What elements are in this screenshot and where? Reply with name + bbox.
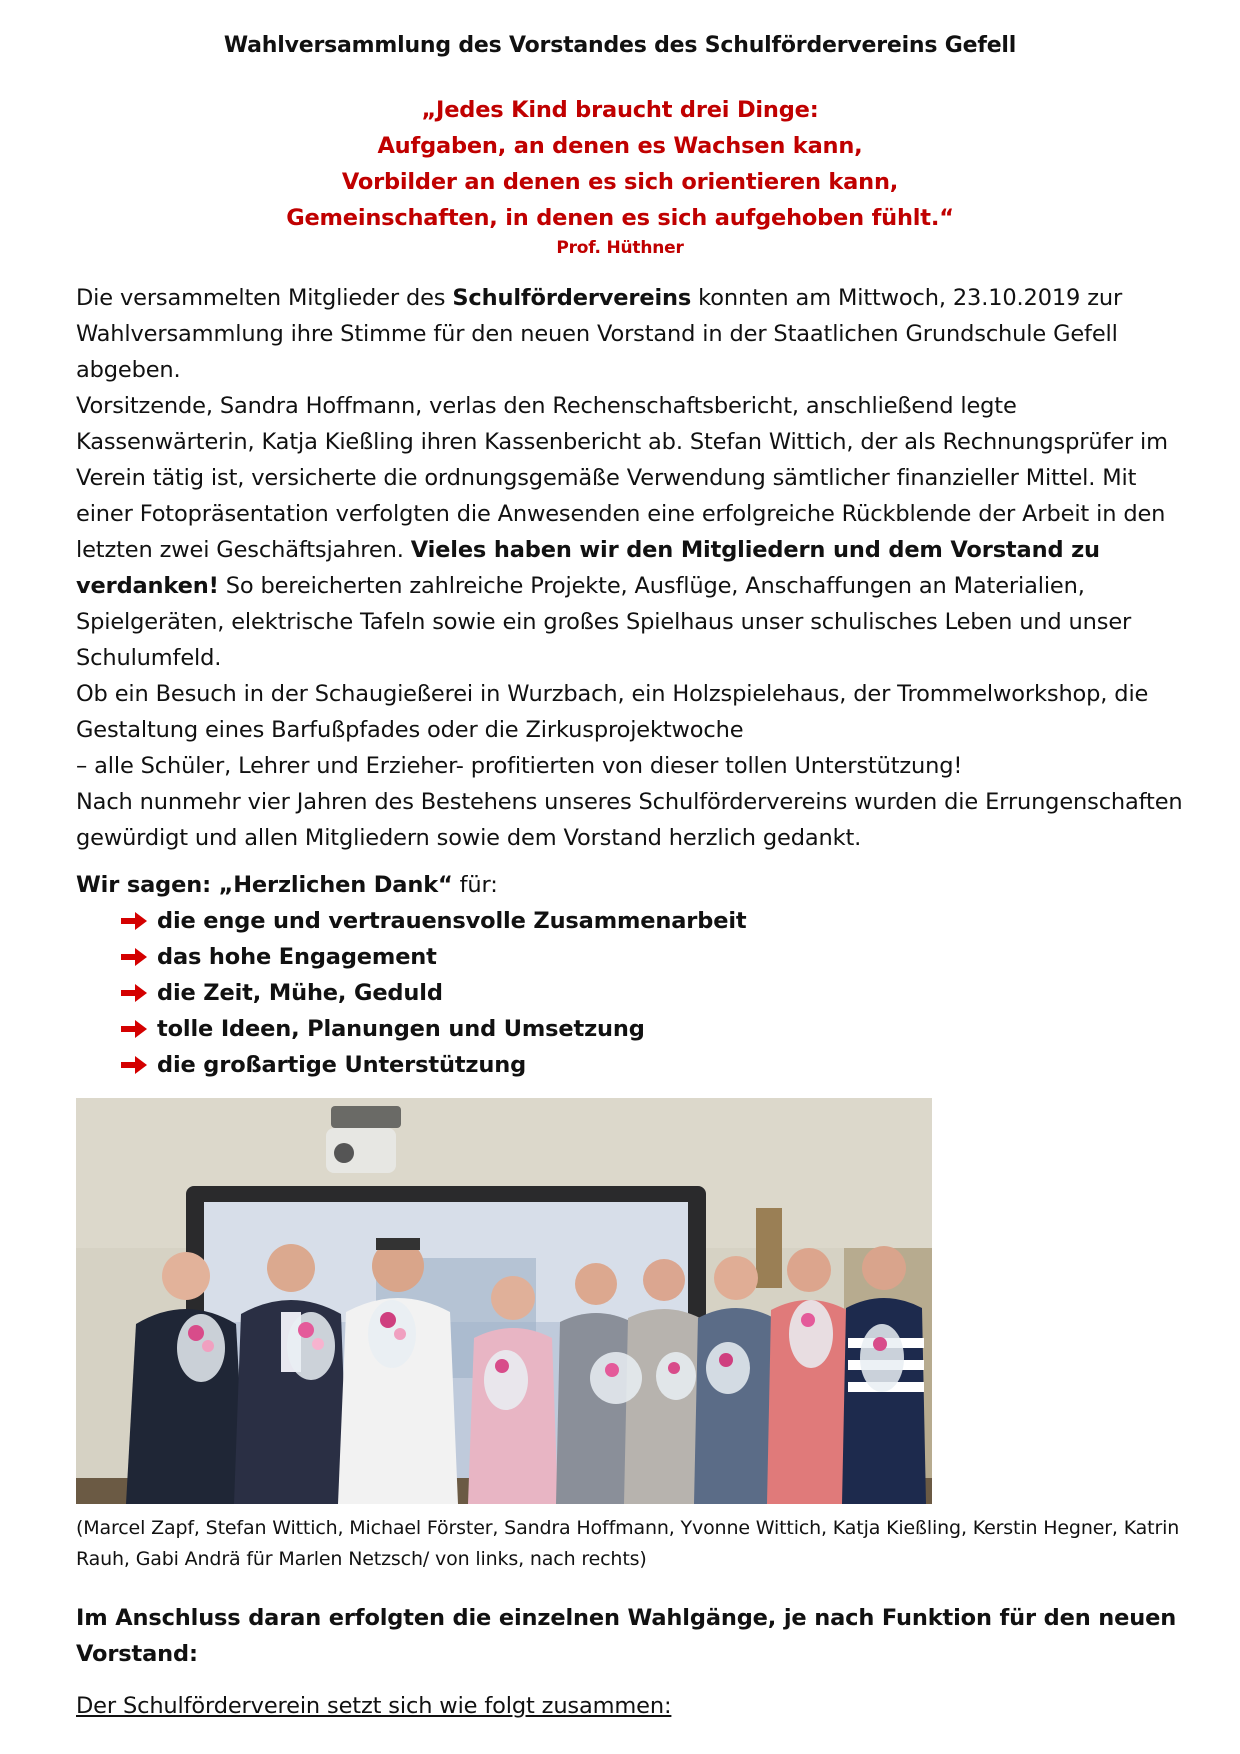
text-run: konnten am Mittwoch, 23.10.2019 zur Wahlversammlung ihre Stimme für den neuen Vorstand in der Staatlichen Grundschule Gefell abgeben. — [76, 285, 1123, 383]
list-item — [119, 1011, 747, 1047]
quote-line: „Jedes Kind braucht drei Dinge: — [421, 97, 819, 123]
thanks-heading — [76, 867, 747, 903]
list-item — [119, 903, 747, 939]
text-run: Ob ein Besuch in der Schaugießerei in Wurzbach, ein Holzspielehaus, der Trommelworkshop, die Gestaltung eines Barfußpfades oder die Zirkusprojektwoche — [76, 681, 1149, 743]
arrow-right-icon — [119, 981, 149, 1005]
text-run-bold: Vieles haben wir den Mitgliedern und dem Vorstand zu verdanken! — [76, 537, 1100, 599]
paragraph-projects — [76, 676, 1186, 784]
quote-line: Gemeinschaften, in denen es sich aufgehoben fühlt.“ — [286, 205, 954, 231]
text-run: – alle Schüler, Lehrer und Erzieher- profitierten von dieser tollen Unterstützung! — [76, 753, 963, 779]
paragraph-closing: Nach nunmehr vier Jahren des Bestehens unseres Schulfördervereins wurden die Errungenschaften gewürdigt und allen Mitgliedern sowie dem Vorstand herzlich gedankt. — [76, 789, 1183, 851]
list-item — [119, 1047, 747, 1083]
list-item-label: die enge und vertrauensvolle Zusammenarbeit — [157, 908, 747, 934]
quote-line: Aufgaben, an denen es Wachsen kann, — [377, 133, 863, 159]
thanks-list — [76, 903, 747, 1083]
group-photo-illustration — [76, 1098, 932, 1504]
text-run: für: — [452, 872, 498, 898]
list-item — [119, 975, 747, 1011]
paragraph-intro — [76, 280, 1186, 388]
list-item-label: die großartige Unterstützung — [157, 1052, 527, 1078]
photo-caption: (Marcel Zapf, Stefan Wittich, Michael Förster, Sandra Hoffmann, Yvonne Wittich, Katja Kießling, Kerstin Hegner, Katrin Rauh, Gabi Andrä für Marlen Netzsch/ von links, nach rechts) — [76, 1517, 1180, 1570]
quote-block — [0, 92, 1240, 260]
group-photo — [76, 1098, 932, 1504]
paragraph-report — [76, 388, 1186, 676]
composition-heading: Der Schulförderverein setzt sich wie folgt zusammen: — [76, 1693, 672, 1719]
quote-author: Prof. Hüthner — [556, 238, 684, 258]
text-run: Vorsitzende, Sandra Hoffmann, verlas den Rechenschaftsbericht, anschließend legte Kassenwärterin, Katja Kießling ihren Kassenbericht ab. Stefan Wittich, der als Rechnungsprüfer im Verein tätig ist, versicherte die ordnungsgemäße Verwendung sämtlicher finanzieller Mittel. Mit einer Fotopräsentation verfolgten die Anwesenden eine erfolgreiche Rückblende der Arbeit in den letzten zwei Geschäftsjahren. — [76, 393, 1168, 563]
text-run-bold: Schulfördervereins — [452, 285, 692, 311]
list-item-label: tolle Ideen, Planungen und Umsetzung — [157, 1016, 645, 1042]
arrow-right-icon — [119, 1017, 149, 1041]
list-item-label: die Zeit, Mühe, Geduld — [157, 980, 443, 1006]
conclusion-heading: Im Anschluss daran erfolgten die einzelnen Wahlgänge, je nach Funktion für den neuen Vorstand: — [76, 1605, 1177, 1667]
arrow-right-icon — [119, 945, 149, 969]
list-item-label: das hohe Engagement — [157, 944, 437, 970]
thanks-section — [76, 867, 747, 1083]
text-run: So bereicherten zahlreiche Projekte, Ausflüge, Anschaffungen an Materialien, Spielgeräten, elektrische Tafeln sowie ein großes Spielhaus unser schulisches Leben und unser Schulumfeld. — [76, 573, 1132, 671]
list-item — [119, 939, 747, 975]
arrow-right-icon — [119, 909, 149, 933]
text-run: Die versammelten Mitglieder des — [76, 285, 453, 311]
text-run-bold: Wir sagen: „Herzlichen Dank“ — [76, 872, 453, 898]
document-title: Wahlversammlung des Vorstandes des Schulfördervereins Gefell — [223, 33, 1017, 58]
article-body — [76, 280, 1186, 856]
arrow-right-icon — [119, 1053, 149, 1077]
quote-line: Vorbilder an denen es sich orientieren kann, — [341, 169, 899, 195]
